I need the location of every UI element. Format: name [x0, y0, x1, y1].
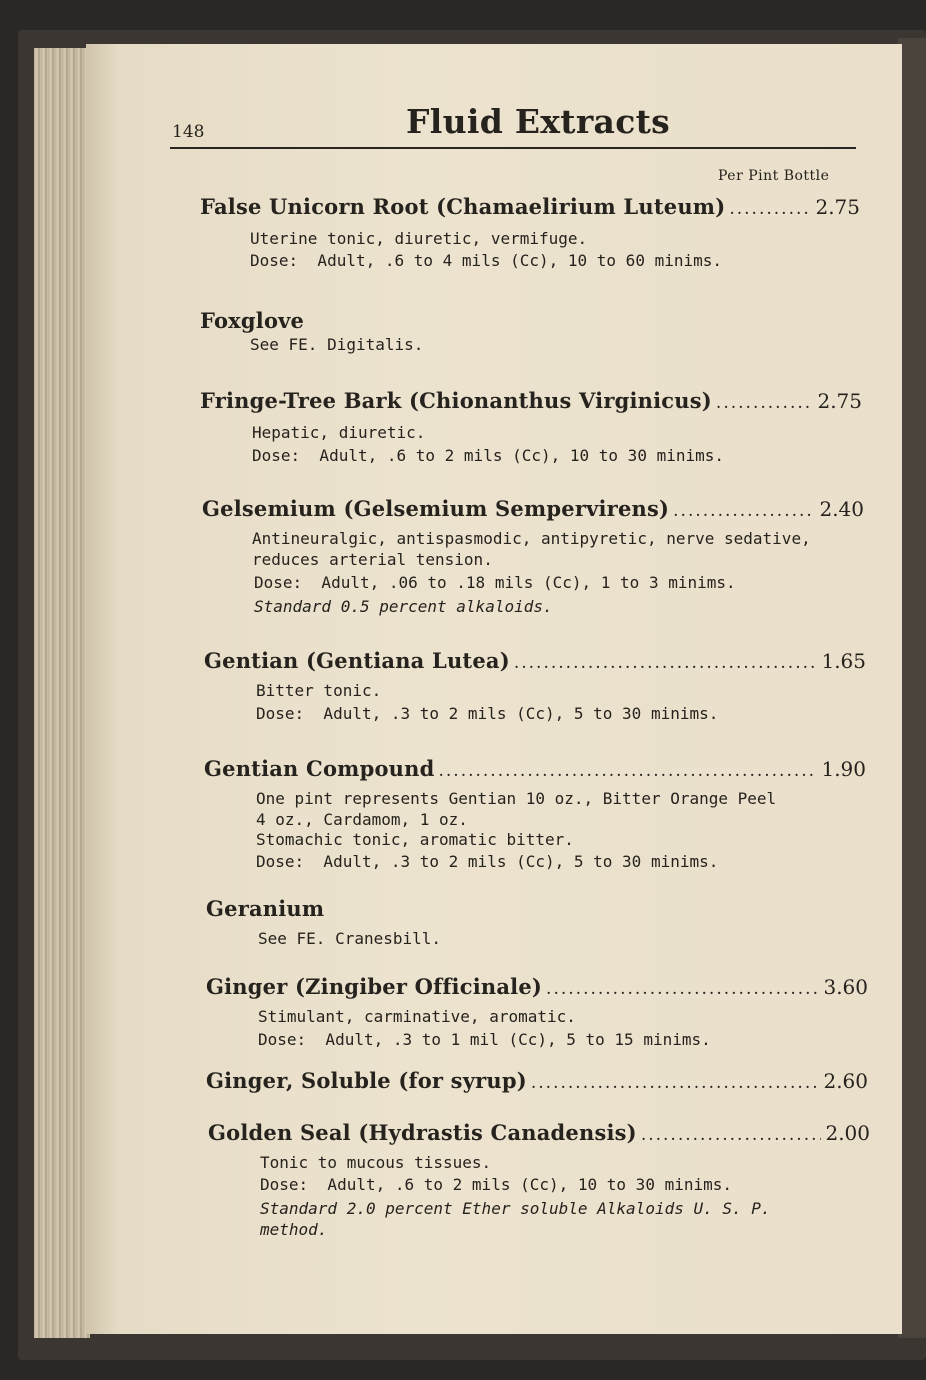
entry-name: Fringe-Tree Bark (Chionanthus Virginicus) — [200, 388, 712, 413]
entry-description: One pint represents Gentian 10 oz., Bitter Orange Peel 4 oz., Cardamom, 1 oz. — [256, 789, 777, 829]
dot-leader — [716, 393, 814, 413]
page-number: 148 — [172, 122, 205, 142]
running-head: Fluid Extracts — [406, 102, 671, 141]
entry-name: Gentian Compound — [204, 756, 435, 781]
dot-leader — [546, 979, 819, 999]
entry-description: See FE. Cranesbill. — [258, 929, 442, 948]
entry-description: Bitter tonic. — [256, 681, 382, 700]
entry-description: Tonic to mucous tissues. — [260, 1153, 492, 1172]
entry-price: 2.40 — [819, 497, 864, 521]
book-cover-edge — [898, 38, 926, 1338]
entry-use: Stomachic tonic, aromatic bitter. — [256, 830, 574, 849]
header-rule — [170, 147, 856, 149]
entry-name: Geranium — [206, 896, 325, 921]
entry-standard-note: Standard 2.0 percent Ether soluble Alkaloids U. S. P. method. — [260, 1199, 771, 1239]
entry-dose: Dose: Adult, .6 to 2 mils (Cc), 10 to 30 minims. — [252, 446, 725, 465]
entry-dose: Dose: Adult, .6 to 4 mils (Cc), 10 to 60 minims. — [250, 251, 723, 270]
dot-leader — [673, 501, 815, 521]
entry-price: 2.75 — [815, 195, 860, 219]
dot-leader — [438, 761, 817, 781]
book-page — [86, 44, 902, 1334]
dot-leader — [729, 199, 811, 219]
entry-price: 1.90 — [821, 757, 866, 781]
entry-name: Ginger (Zingiber Officinale) — [206, 974, 543, 999]
entry-name: False Unicorn Root (Chamaelirium Luteum) — [200, 194, 726, 219]
entry-description: Uterine tonic, diuretic, vermifuge. — [250, 229, 588, 248]
entry-dose: Dose: Adult, .3 to 1 mil (Cc), 5 to 15 minims. — [258, 1030, 711, 1049]
entry-dose: Dose: Adult, .3 to 2 mils (Cc), 5 to 30 minims. — [256, 852, 719, 871]
dot-leader — [514, 653, 818, 673]
entry-name: Gentian (Gentiana Lutea) — [204, 648, 510, 673]
entry-standard-note: Standard 0.5 percent alkaloids. — [254, 597, 553, 616]
entry-price: 2.75 — [817, 389, 862, 413]
column-note: Per Pint Bottle — [718, 168, 830, 184]
entry-price: 2.00 — [825, 1121, 870, 1145]
entry-description: See FE. Digitalis. — [250, 335, 424, 354]
page-edges — [34, 48, 90, 1338]
entry-name: Foxglove — [200, 308, 305, 333]
entry-dose: Dose: Adult, .3 to 2 mils (Cc), 5 to 30 minims. — [256, 704, 719, 723]
dot-leader — [531, 1073, 820, 1093]
dot-leader — [641, 1125, 822, 1145]
entry-name: Ginger, Soluble (for syrup) — [206, 1068, 527, 1093]
entry-dose: Dose: Adult, .6 to 2 mils (Cc), 10 to 30 minims. — [260, 1175, 733, 1194]
entry-price: 3.60 — [823, 975, 868, 999]
entry-price: 1.65 — [821, 649, 866, 673]
entry-price: 2.60 — [823, 1069, 868, 1093]
entry-description: Hepatic, diuretic. — [252, 423, 426, 442]
entry-name: Golden Seal (Hydrastis Canadensis) — [208, 1120, 637, 1145]
entry-name: Gelsemium (Gelsemium Sempervirens) — [202, 496, 670, 521]
entry-dose: Dose: Adult, .06 to .18 mils (Cc), 1 to 3 minims. — [254, 573, 736, 592]
entry-description: Antineuralgic, antispasmodic, antipyretic, nerve sedative, reduces arterial tension. — [252, 529, 811, 569]
entry-description: Stimulant, carminative, aromatic. — [258, 1007, 576, 1026]
